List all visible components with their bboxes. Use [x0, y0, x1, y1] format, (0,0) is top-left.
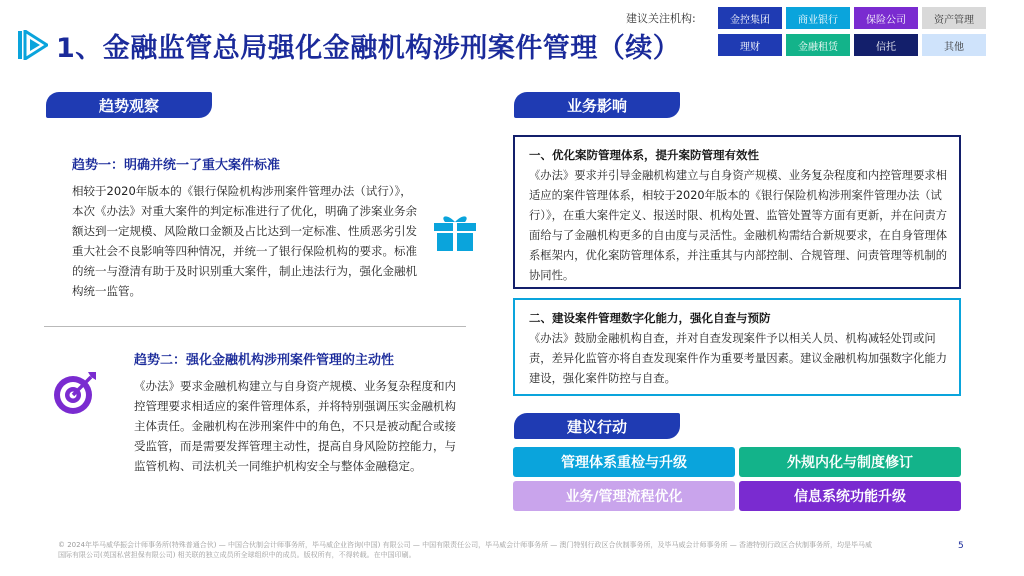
institution-chips: [718, 7, 986, 56]
institution-chip: 保险公司: [854, 7, 918, 29]
section-header-label: 趋势观察: [98, 96, 159, 115]
institution-chip: 资产管理: [922, 7, 986, 29]
action-button[interactable]: 业务/管理流程优化: [513, 481, 735, 511]
impact2-body: 《办法》鼓励金融机构自查，并对自查发现案件予以相关人员、机构减轻处罚或问责，差异化监管亦将自查发现案件作为重要考量因素。建议金融机构加强数字化能力建设，强化案件防控与自查。: [529, 332, 947, 385]
section-header-actions: [514, 413, 680, 439]
trend2-title: 趋势二：强化金融机构涉刑案件管理的主动性: [134, 353, 395, 368]
trend1-body: 相较于2020年版本的《银行保险机构涉刑案件管理办法（试行）》，本次《办法》对重大案件的判定标准进行了优化，明确了涉案业务余额达到一定规模、风险敞口金额及占比达到一定标准、性质恶劣引发重大社会不良影响等四种情况，并统一了银行保险机构的要求。标准的统一与澄清有助于及时识别重大案件，制止违法行为，强化金融机构统一监管。: [72, 184, 417, 298]
action-button[interactable]: 外规内化与制度修订: [739, 447, 961, 477]
institution-chip: 金控集团: [718, 7, 782, 29]
institutions-label: 建议关注机构:: [626, 12, 696, 25]
section-header-label: 建议行动: [566, 417, 627, 436]
institution-chip: 金融租赁: [786, 34, 850, 56]
institution-chip: 其他: [922, 34, 986, 56]
impact2-title: 二、建设案件管理数字化能力，强化自查与预防: [529, 311, 771, 325]
page-number: 5: [958, 541, 964, 551]
section-header-impact: [514, 92, 680, 118]
page-title: 1、金融监管总局强化金融机构涉刑案件管理（续）: [56, 33, 681, 64]
impact1-title: 一、优化案防管理体系，提升案防管理有效性: [529, 148, 759, 162]
action-button[interactable]: 管理体系重检与升级: [513, 447, 735, 477]
target-icon: [52, 370, 98, 416]
footer-disclaimer: © 2024年毕马威华振会计师事务所(特殊普通合伙) — 中国合伙制会计师事务所，毕马威企业咨询(中国) 有限公司 — 中国有限责任公司，毕马威会计师事务所 — 澳门特别行政区合伙制事务所，及毕马威会计师事务所 — 香港特别行政区合伙制事务所，均是毕马威国际有限公司(英国私营担保有限公司) 相关联的独立成员所全球组织中的成员。版权所有，不得转载。在中国印刷。: [58, 541, 872, 559]
play-arrow-icon: [18, 30, 48, 60]
impact-box-2: [513, 298, 961, 396]
institution-chip: 商业银行: [786, 7, 850, 29]
section-header-label: 业务影响: [566, 96, 627, 115]
trend2-body: 《办法》要求金融机构建立与自身资产规模、业务复杂程度和内控管理要求相适应的案件管理体系，并将特别强调压实金融机构主体责任。金融机构在涉刑案件中的角色，不只是被动配合或接受监管，而是需要发挥管理主动性，提高自身风险防控能力，与监管机构、司法机关一同维护机构安全与整体金融稳定。: [134, 379, 456, 473]
section-header-trends: [46, 92, 212, 118]
impact1-body: 《办法》要求并引导金融机构建立与自身资产规模、业务复杂程度和内控管理要求相适应的案件管理体系，相较于2020年版本的《银行保险机构涉刑案件管理办法（试行）》，在重大案件定义、报送时限、机构处置、监管处置等方面有更新，并在问责方面给与了金融机构更多的自由度与灵活性。金融机构需结合新规要求，在自身管理体系框架内，优化案防管理体系，并注重其与内部控制、合规管理、问责管理等机制的协同性。: [529, 169, 947, 282]
institution-chip: 信托: [854, 34, 918, 56]
trend1-title: 趋势一：明确并统一了重大案件标准: [72, 158, 281, 173]
institution-chip: 理财: [718, 34, 782, 56]
section-divider: [44, 326, 466, 327]
action-button[interactable]: 信息系统功能升级: [739, 481, 961, 511]
gift-icon: [432, 212, 478, 252]
impact-box-1: [513, 135, 961, 289]
